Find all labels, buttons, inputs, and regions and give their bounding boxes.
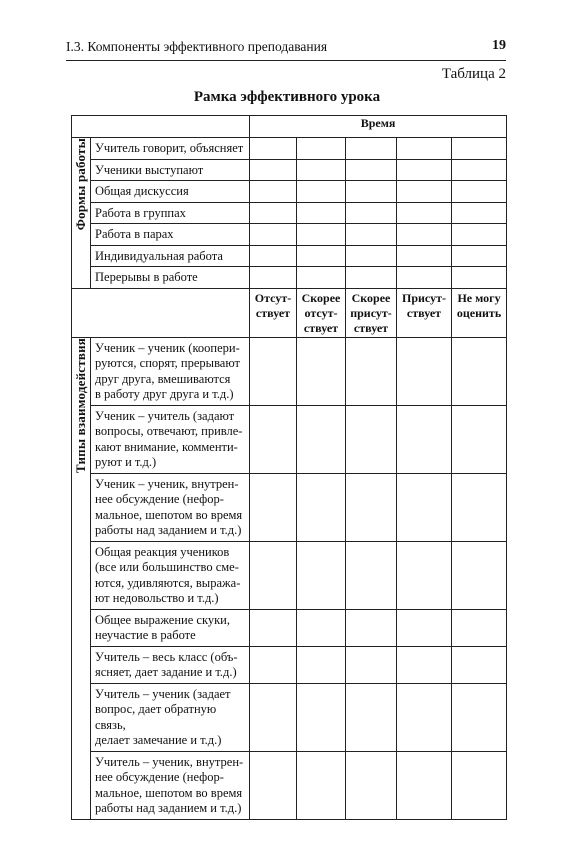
rating-cell [250, 609, 297, 646]
forms-of-work-header [72, 138, 91, 289]
rating-column-header: Присут- ствует [397, 288, 452, 337]
rating-cell [297, 646, 346, 683]
running-head [66, 38, 506, 61]
table-row [72, 541, 507, 609]
time-slot-cell [452, 159, 507, 181]
rating-cell [346, 683, 397, 751]
time-slot-cell [346, 267, 397, 289]
rating-cell [250, 751, 297, 819]
table-row [72, 405, 507, 473]
time-slot-cell [297, 138, 346, 160]
table-row [72, 159, 507, 181]
table-row [72, 683, 507, 751]
interaction-row-label: Общее выражение скуки, неучастие в работе [91, 609, 250, 646]
rating-cell [397, 337, 452, 405]
rating-cell [452, 646, 507, 683]
rating-cell [452, 405, 507, 473]
time-slot-cell [250, 138, 297, 160]
forms-row-label: Ученики выступают [91, 159, 250, 181]
rating-cell [297, 337, 346, 405]
time-slot-cell [397, 245, 452, 267]
forms-row-label: Перерывы в работе [91, 267, 250, 289]
rating-cell [250, 646, 297, 683]
table-label: Таблица 2 [441, 66, 506, 82]
rating-cell [297, 541, 346, 609]
rating-cell [250, 405, 297, 473]
rating-column-header: Скорее отсут- ствует [297, 288, 346, 337]
rating-cell [346, 751, 397, 819]
rating-column-header: Скорее присут- ствует [346, 288, 397, 337]
time-slot-cell [397, 181, 452, 203]
time-slot-cell [346, 138, 397, 160]
section-title: I.3. Компоненты эффективного преподавания [66, 39, 328, 54]
table-row [72, 337, 507, 405]
rating-cell [250, 473, 297, 541]
time-slot-cell [452, 138, 507, 160]
time-slot-cell [397, 267, 452, 289]
table-row [72, 646, 507, 683]
forms-row-label: Индивидуальная работа [91, 245, 250, 267]
time-slot-cell [346, 224, 397, 246]
interaction-row-label: Ученик – ученик, внутрен- нее обсуждение (нефор- мальное, шепотом во время работы над заданием и т.д.) [91, 473, 250, 541]
forms-row-label: Учитель говорит, объясняет [91, 138, 250, 160]
time-slot-cell [297, 159, 346, 181]
rating-cell [452, 337, 507, 405]
rating-cell [397, 473, 452, 541]
time-slot-cell [297, 181, 346, 203]
rating-cell [397, 683, 452, 751]
rating-cell [346, 473, 397, 541]
table-title: Рамка эффективного урока [193, 89, 381, 105]
time-slot-cell [346, 159, 397, 181]
time-slot-cell [452, 267, 507, 289]
rating-cell [250, 683, 297, 751]
time-slot-cell [250, 159, 297, 181]
time-slot-cell [297, 202, 346, 224]
interaction-row-label: Ученик – учитель (задают вопросы, отвечают, привле- кают внимание, комменти- руют и т.д.) [91, 405, 250, 473]
interaction-row-label: Общая реакция учеников (все или большинство сме- ются, удивляются, выража- ют недовольство и т.д.) [91, 541, 250, 609]
interaction-row-label: Учитель – весь класс (объ- ясняет, дает задание и т.д.) [91, 646, 250, 683]
header-empty-cell [72, 116, 250, 138]
rating-cell [297, 683, 346, 751]
time-slot-cell [250, 245, 297, 267]
interaction-types-title: Типы взаимодействия [73, 337, 89, 473]
page-number: 19 [492, 38, 506, 53]
rating-columns-row [72, 288, 507, 337]
rating-cell [297, 609, 346, 646]
time-slot-cell [250, 181, 297, 203]
table-row [72, 138, 507, 160]
table-row [72, 224, 507, 246]
interaction-row-label: Ученик – ученик (коопери- руются, спорят, прерывают друг друга, вмешиваются в работу друг друга и т.д.) [91, 337, 250, 405]
time-slot-cell [297, 245, 346, 267]
rating-cell [250, 541, 297, 609]
rating-cell [346, 337, 397, 405]
table-row [72, 473, 507, 541]
table-row [72, 245, 507, 267]
interaction-types-header [72, 337, 91, 819]
time-slot-cell [250, 267, 297, 289]
time-slot-cell [250, 224, 297, 246]
forms-of-work-title: Формы работы [73, 138, 89, 231]
interaction-row-label: Учитель – ученик (задает вопрос, дает обратную связь, делает замечание и т.д.) [91, 683, 250, 751]
rating-cell [297, 751, 346, 819]
time-slot-cell [452, 224, 507, 246]
forms-row-label: Работа в парах [91, 224, 250, 246]
time-slot-cell [346, 181, 397, 203]
table-row [72, 202, 507, 224]
rating-cell [452, 751, 507, 819]
rating-cell [346, 541, 397, 609]
rating-cell [397, 541, 452, 609]
table-row [72, 609, 507, 646]
table-row [72, 751, 507, 819]
time-slot-cell [346, 202, 397, 224]
time-slot-cell [297, 224, 346, 246]
rating-cell [397, 751, 452, 819]
interaction-row-label: Учитель – ученик, внутрен- нее обсуждение (нефор- мальное, шепотом во время работы над заданием и т.д.) [91, 751, 250, 819]
forms-row-label: Общая дискуссия [91, 181, 250, 203]
rating-cell [397, 405, 452, 473]
rating-cell [346, 646, 397, 683]
table-row [72, 181, 507, 203]
rating-cell [452, 609, 507, 646]
rating-cell [397, 646, 452, 683]
rating-cell [297, 405, 346, 473]
rating-cell [250, 337, 297, 405]
rating-column-header: Не могу оценить [452, 288, 507, 337]
time-slot-cell [397, 202, 452, 224]
columns-blank-cell [72, 288, 250, 337]
time-header: Время [250, 116, 507, 138]
rating-cell [452, 473, 507, 541]
time-slot-cell [397, 159, 452, 181]
time-slot-cell [397, 138, 452, 160]
table-row [72, 267, 507, 289]
rating-cell [346, 405, 397, 473]
rating-cell [297, 473, 346, 541]
time-slot-cell [452, 202, 507, 224]
rating-cell [397, 609, 452, 646]
effective-lesson-frame-table [71, 115, 507, 820]
rating-cell [346, 609, 397, 646]
time-slot-cell [452, 245, 507, 267]
time-header-row [72, 116, 507, 138]
time-slot-cell [297, 267, 346, 289]
rating-cell [452, 683, 507, 751]
time-slot-cell [397, 224, 452, 246]
rating-column-header: Отсут- ствует [250, 288, 297, 337]
time-slot-cell [250, 202, 297, 224]
time-slot-cell [346, 245, 397, 267]
forms-row-label: Работа в группах [91, 202, 250, 224]
rating-cell [452, 541, 507, 609]
time-slot-cell [452, 181, 507, 203]
